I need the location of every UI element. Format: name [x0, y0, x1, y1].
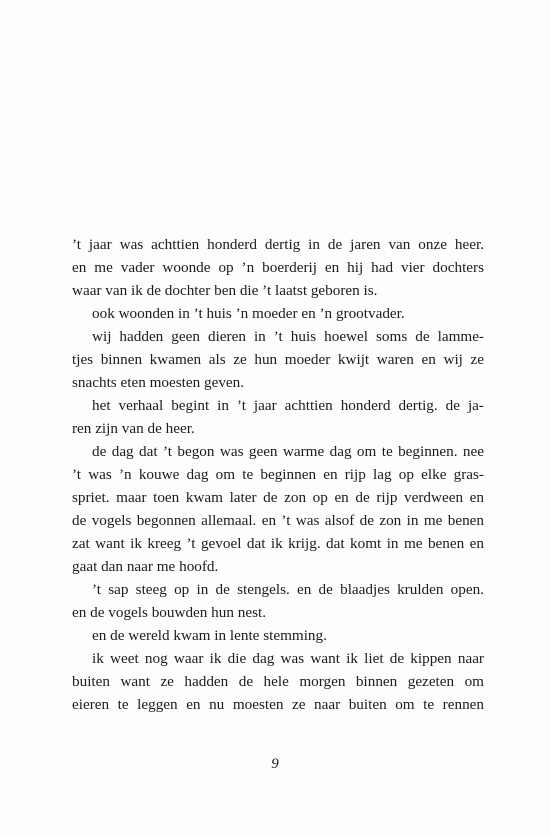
text-line: eieren te leggen en nu moesten ze naar buiten om te rennen	[72, 696, 484, 713]
text-line: tjes binnen kwamen als ze hun moeder kwijt waren en wij ze	[72, 351, 484, 368]
text-line: het verhaal begint in ’t jaar achttien honderd dertig. de ja-	[92, 397, 484, 414]
text-line: buiten want ze hadden de hele morgen binnen gezeten om	[72, 673, 484, 690]
text-line: ’t jaar was achttien honderd dertig in de jaren van onze heer.	[72, 236, 484, 253]
text-line: zat want ik kreeg ’t gevoel dat ik krijg. dat komt in me benen en	[72, 535, 484, 552]
page-number: 9	[271, 756, 279, 772]
text-line: gaat dan naar me hoofd.	[72, 558, 219, 575]
text-line: ’t sap steeg op in de stengels. en de blaadjes krulden open.	[92, 581, 484, 598]
text-line: en de vogels bouwden hun nest.	[72, 604, 267, 621]
text-line: snachts eten moesten geven.	[72, 374, 245, 391]
text-line: wij hadden geen dieren in ’t huis hoewel soms de lamme-	[92, 328, 484, 345]
text-line: de vogels begonnen allemaal. en ’t was alsof de zon in me benen	[72, 512, 484, 529]
text-line: spriet. maar toen kwam later de zon op en de rijp verdween en	[72, 489, 484, 506]
text-line: en me vader woonde op ’n boerderij en hij had vier dochters	[72, 259, 484, 276]
text-line: ik weet nog waar ik die dag was want ik liet de kippen naar	[92, 650, 484, 667]
text-line: de dag dat ’t begon was geen warme dag om te beginnen. nee	[92, 443, 484, 460]
text-line: ook woonden in ’t huis ’n moeder en ’n grootvader.	[92, 305, 405, 322]
text-line: ren zijn van de heer.	[72, 420, 195, 437]
body-text	[72, 233, 484, 716]
text-line: waar van ik de dochter ben die ’t laatst geboren is.	[72, 282, 378, 299]
text-line: ’t was ’n kouwe dag om te beginnen en rijp lag op elke gras-	[72, 466, 484, 483]
text-line: en de wereld kwam in lente stemming.	[92, 627, 327, 644]
